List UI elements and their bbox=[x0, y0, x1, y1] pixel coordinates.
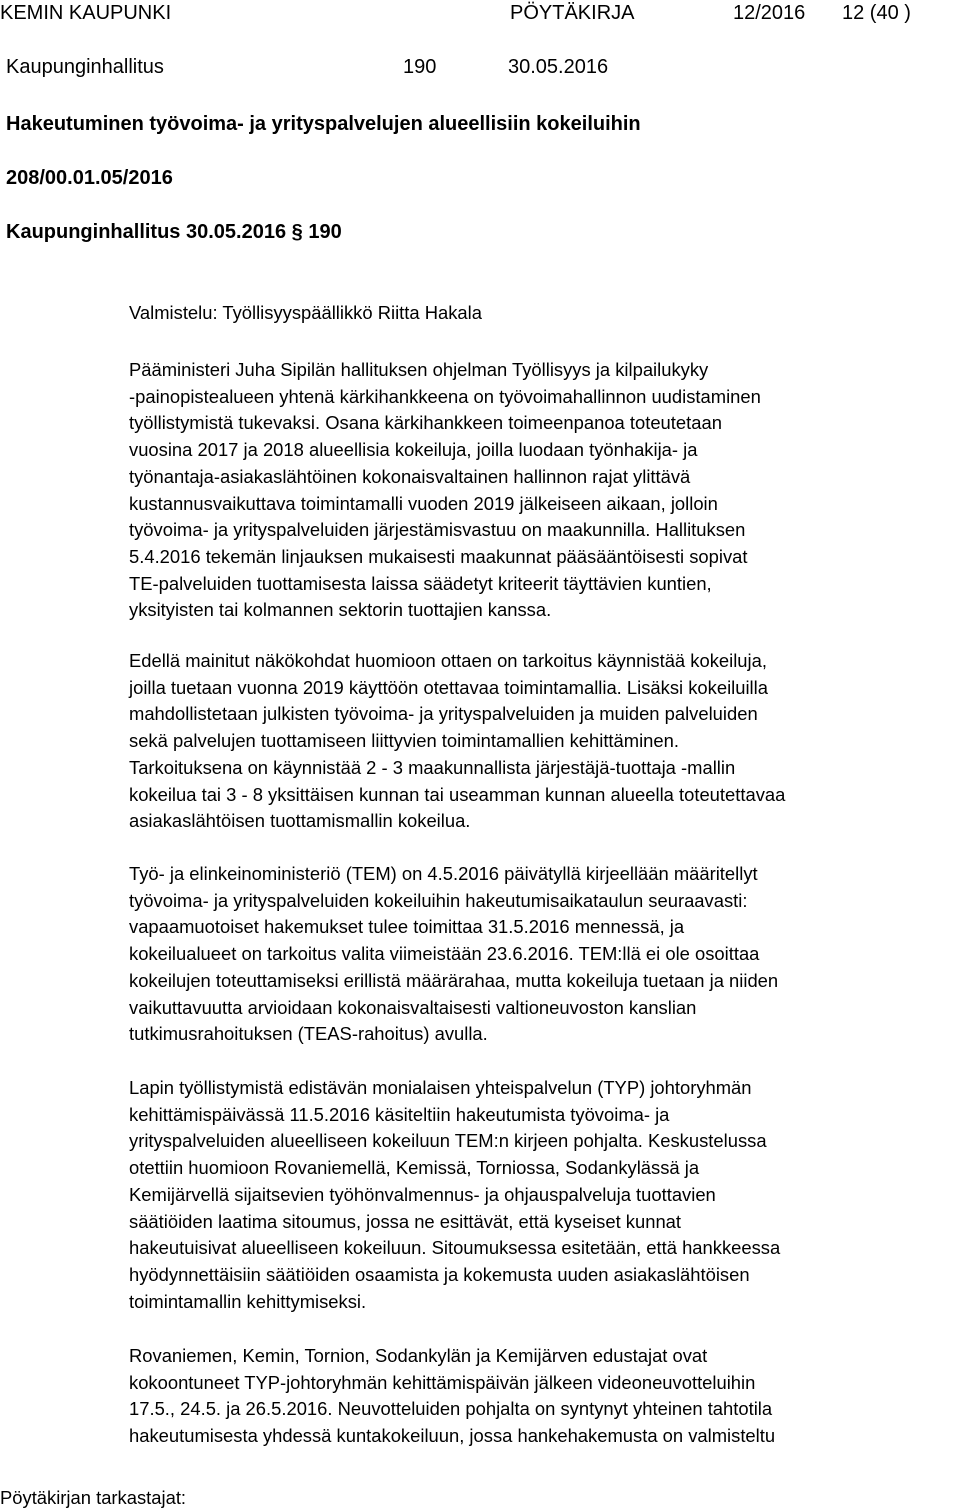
text-line: Pääministeri Juha Sipilän hallituksen ohjelman Työllisyys ja kilpailukyky bbox=[129, 359, 709, 380]
text-line: vaikuttavuutta arvioidaan kokonaisvaltaisesti valtioneuvoston kanslian bbox=[129, 996, 697, 1018]
text-line: työvoima- ja yrityspalveluiden kokeiluihin hakeutumisaikataulun seuraavasti: bbox=[129, 889, 748, 911]
paragraph-text bbox=[129, 357, 955, 624]
text-line: -painopistealueen yhtenä kärkihankkeena on työvoimahallinnon uudistaminen bbox=[129, 385, 761, 407]
text-line: Työ- ja elinkeinoministeriö (TEM) on 4.5.2016 päivätyllä kirjeellään määritellyt bbox=[129, 863, 758, 884]
preparation-line bbox=[129, 300, 955, 327]
text-line: 17.5., 24.5. ja 26.5.2016. Neuvotteluiden pohjalta on syntynyt yhteinen tahtotila bbox=[129, 1398, 773, 1420]
paragraph-4 bbox=[129, 1075, 955, 1315]
text-line: Rovaniemen, Kemin, Tornion, Sodankylän ja Kemijärven edustajat ovat bbox=[129, 1345, 708, 1366]
paragraph-text bbox=[129, 1075, 955, 1315]
section-number: 190 bbox=[403, 56, 437, 78]
item-title: Hakeutuminen työvoima- ja yrityspalvelujen alueellisiin kokeiluihin bbox=[6, 113, 641, 135]
text-line: vapaamuotoiset hakemukset tulee toimittaa 31.5.2016 mennessä, ja bbox=[129, 916, 685, 938]
preparation-text: Valmistelu: Työllisyyspäällikkö Riitta Hakala bbox=[129, 302, 482, 323]
text-line: kokeilualueet on tarkoitus valita viimeistään 23.6.2016. TEM:llä ei ole osoittaa bbox=[129, 943, 760, 965]
document-type: PÖYTÄKIRJA bbox=[510, 2, 635, 24]
text-line: tutkimusrahoituksen (TEAS-rahoitus) avulla. bbox=[129, 1023, 488, 1045]
section-symbol: § bbox=[291, 221, 303, 243]
text-line: kokoontuneet TYP-johtoryhmän kehittämispäivän jälkeen videoneuvotteluihin bbox=[129, 1371, 756, 1393]
text-line: sekä palvelujen tuottamiseen liittyvien toimintamallien kehittäminen. bbox=[129, 730, 679, 752]
text-line: TE-palveluiden tuottamisesta laissa säädetyt kriteerit täyttävien kuntien, bbox=[129, 572, 712, 594]
paragraph-text bbox=[129, 648, 955, 835]
text-line: toimintamallin kehittymiseksi. bbox=[129, 1290, 367, 1312]
text-line: hakeutumisesta yhdessä kuntakokeiluun, jossa hankehakemusta on valmisteltu bbox=[129, 1425, 776, 1447]
text-line: vuosina 2017 ja 2018 alueellisia kokeiluja, joilla luodaan työnhakija- ja bbox=[129, 439, 698, 461]
text-line: työnantaja-asiakaslähtöinen kokonaisvaltainen hallinnon rajat ylittävä bbox=[129, 465, 691, 487]
paragraph-text bbox=[129, 1343, 955, 1450]
text-line: asiakaslähtöisen tuottamismallin kokeilua. bbox=[129, 810, 471, 832]
document-number: 12/2016 bbox=[733, 2, 806, 24]
page-number: 12 (40 ) bbox=[842, 2, 911, 24]
text-line: Lapin työllistymistä edistävän monialaisen yhteispalvelun (TYP) johtoryhmän bbox=[129, 1077, 752, 1098]
text-line: Kemijärvellä sijaitsevien työhönvalmennus- ja ohjauspalveluja tuottavien bbox=[129, 1183, 716, 1205]
paragraph-text bbox=[129, 861, 955, 1048]
paragraph-2 bbox=[129, 648, 955, 835]
meeting-ref-number: 190 bbox=[302, 221, 342, 243]
text-line: hakeutuisivat alueelliseen kokeiluun. Sitoumuksessa esitetään, että hankkeessa bbox=[129, 1237, 781, 1259]
text-line: työvoima- ja yrityspalveluiden järjestämisvastuu on maakunnilla. Hallituksen bbox=[129, 519, 746, 541]
text-line: Edellä mainitut näkökohdat huomioon ottaen on tarkoitus käynnistää kokeiluja, bbox=[129, 650, 767, 671]
record-number: 208/00.01.05/2016 bbox=[6, 167, 173, 189]
meeting-reference bbox=[6, 220, 342, 244]
text-line: mahdollistetaan julkisten työvoima- ja yrityspalveluiden ja muiden palveluiden bbox=[129, 703, 758, 725]
text-line: kokeilujen toteuttamiseksi erillistä määrärahaa, mutta kokeiluja tuetaan ja niiden bbox=[129, 969, 779, 991]
meeting-date: 30.05.2016 bbox=[508, 56, 609, 78]
reviewers-label: Pöytäkirjan tarkastajat: bbox=[0, 1487, 187, 1508]
text-line: työllistymistä tukevaksi. Osana kärkihankkeen toimeenpanoa toteutetaan bbox=[129, 412, 722, 434]
text-line: otettiin huomioon Rovaniemellä, Kemissä, Torniossa, Sodankylässä ja bbox=[129, 1157, 700, 1179]
text-line: kustannusvaikuttava toimintamalli vuoden 2019 jälkeiseen aikaan, jolloin bbox=[129, 492, 718, 514]
text-line: säätiöiden laatima sitoumus, jossa ne esittävät, että kyseiset kunnat bbox=[129, 1210, 682, 1232]
text-line: kokeilua tai 3 - 8 yksittäisen kunnan tai useamman kunnan alueella toteutettavaa bbox=[129, 783, 786, 805]
text-line: 5.4.2016 tekemän linjauksen mukaisesti maakunnat pääsääntöisesti sopivat bbox=[129, 545, 748, 567]
text-line: Tarkoituksena on käynnistää 2 - 3 maakunnallista järjestäjä-tuottaja -mallin bbox=[129, 756, 736, 778]
text-line: hyödynnettäisiin säätiöiden osaamista ja kokemusta uuden asiakaslähtöisen bbox=[129, 1263, 750, 1285]
meeting-ref-prefix: Kaupunginhallitus 30.05.2016 bbox=[6, 221, 292, 243]
org-name: KEMIN KAUPUNKI bbox=[0, 2, 172, 24]
text-line: joilla tuetaan vuonna 2019 käyttöön otettavaa toimintamallia. Lisäksi kokeiluilla bbox=[129, 676, 768, 698]
paragraph-5 bbox=[129, 1343, 955, 1450]
meeting-body: Kaupunginhallitus bbox=[6, 56, 164, 78]
text-line: yrityspalveluiden alueelliseen kokeiluun TEM:n kirjeen pohjalta. Keskustelussa bbox=[129, 1130, 767, 1152]
paragraph-1 bbox=[129, 357, 955, 624]
paragraph-3 bbox=[129, 861, 955, 1048]
text-line: kehittämispäivässä 11.5.2016 käsiteltiin hakeutumista työvoima- ja bbox=[129, 1103, 670, 1125]
text-line: yksityisten tai kolmannen sektorin tuottajien kanssa. bbox=[129, 599, 552, 621]
